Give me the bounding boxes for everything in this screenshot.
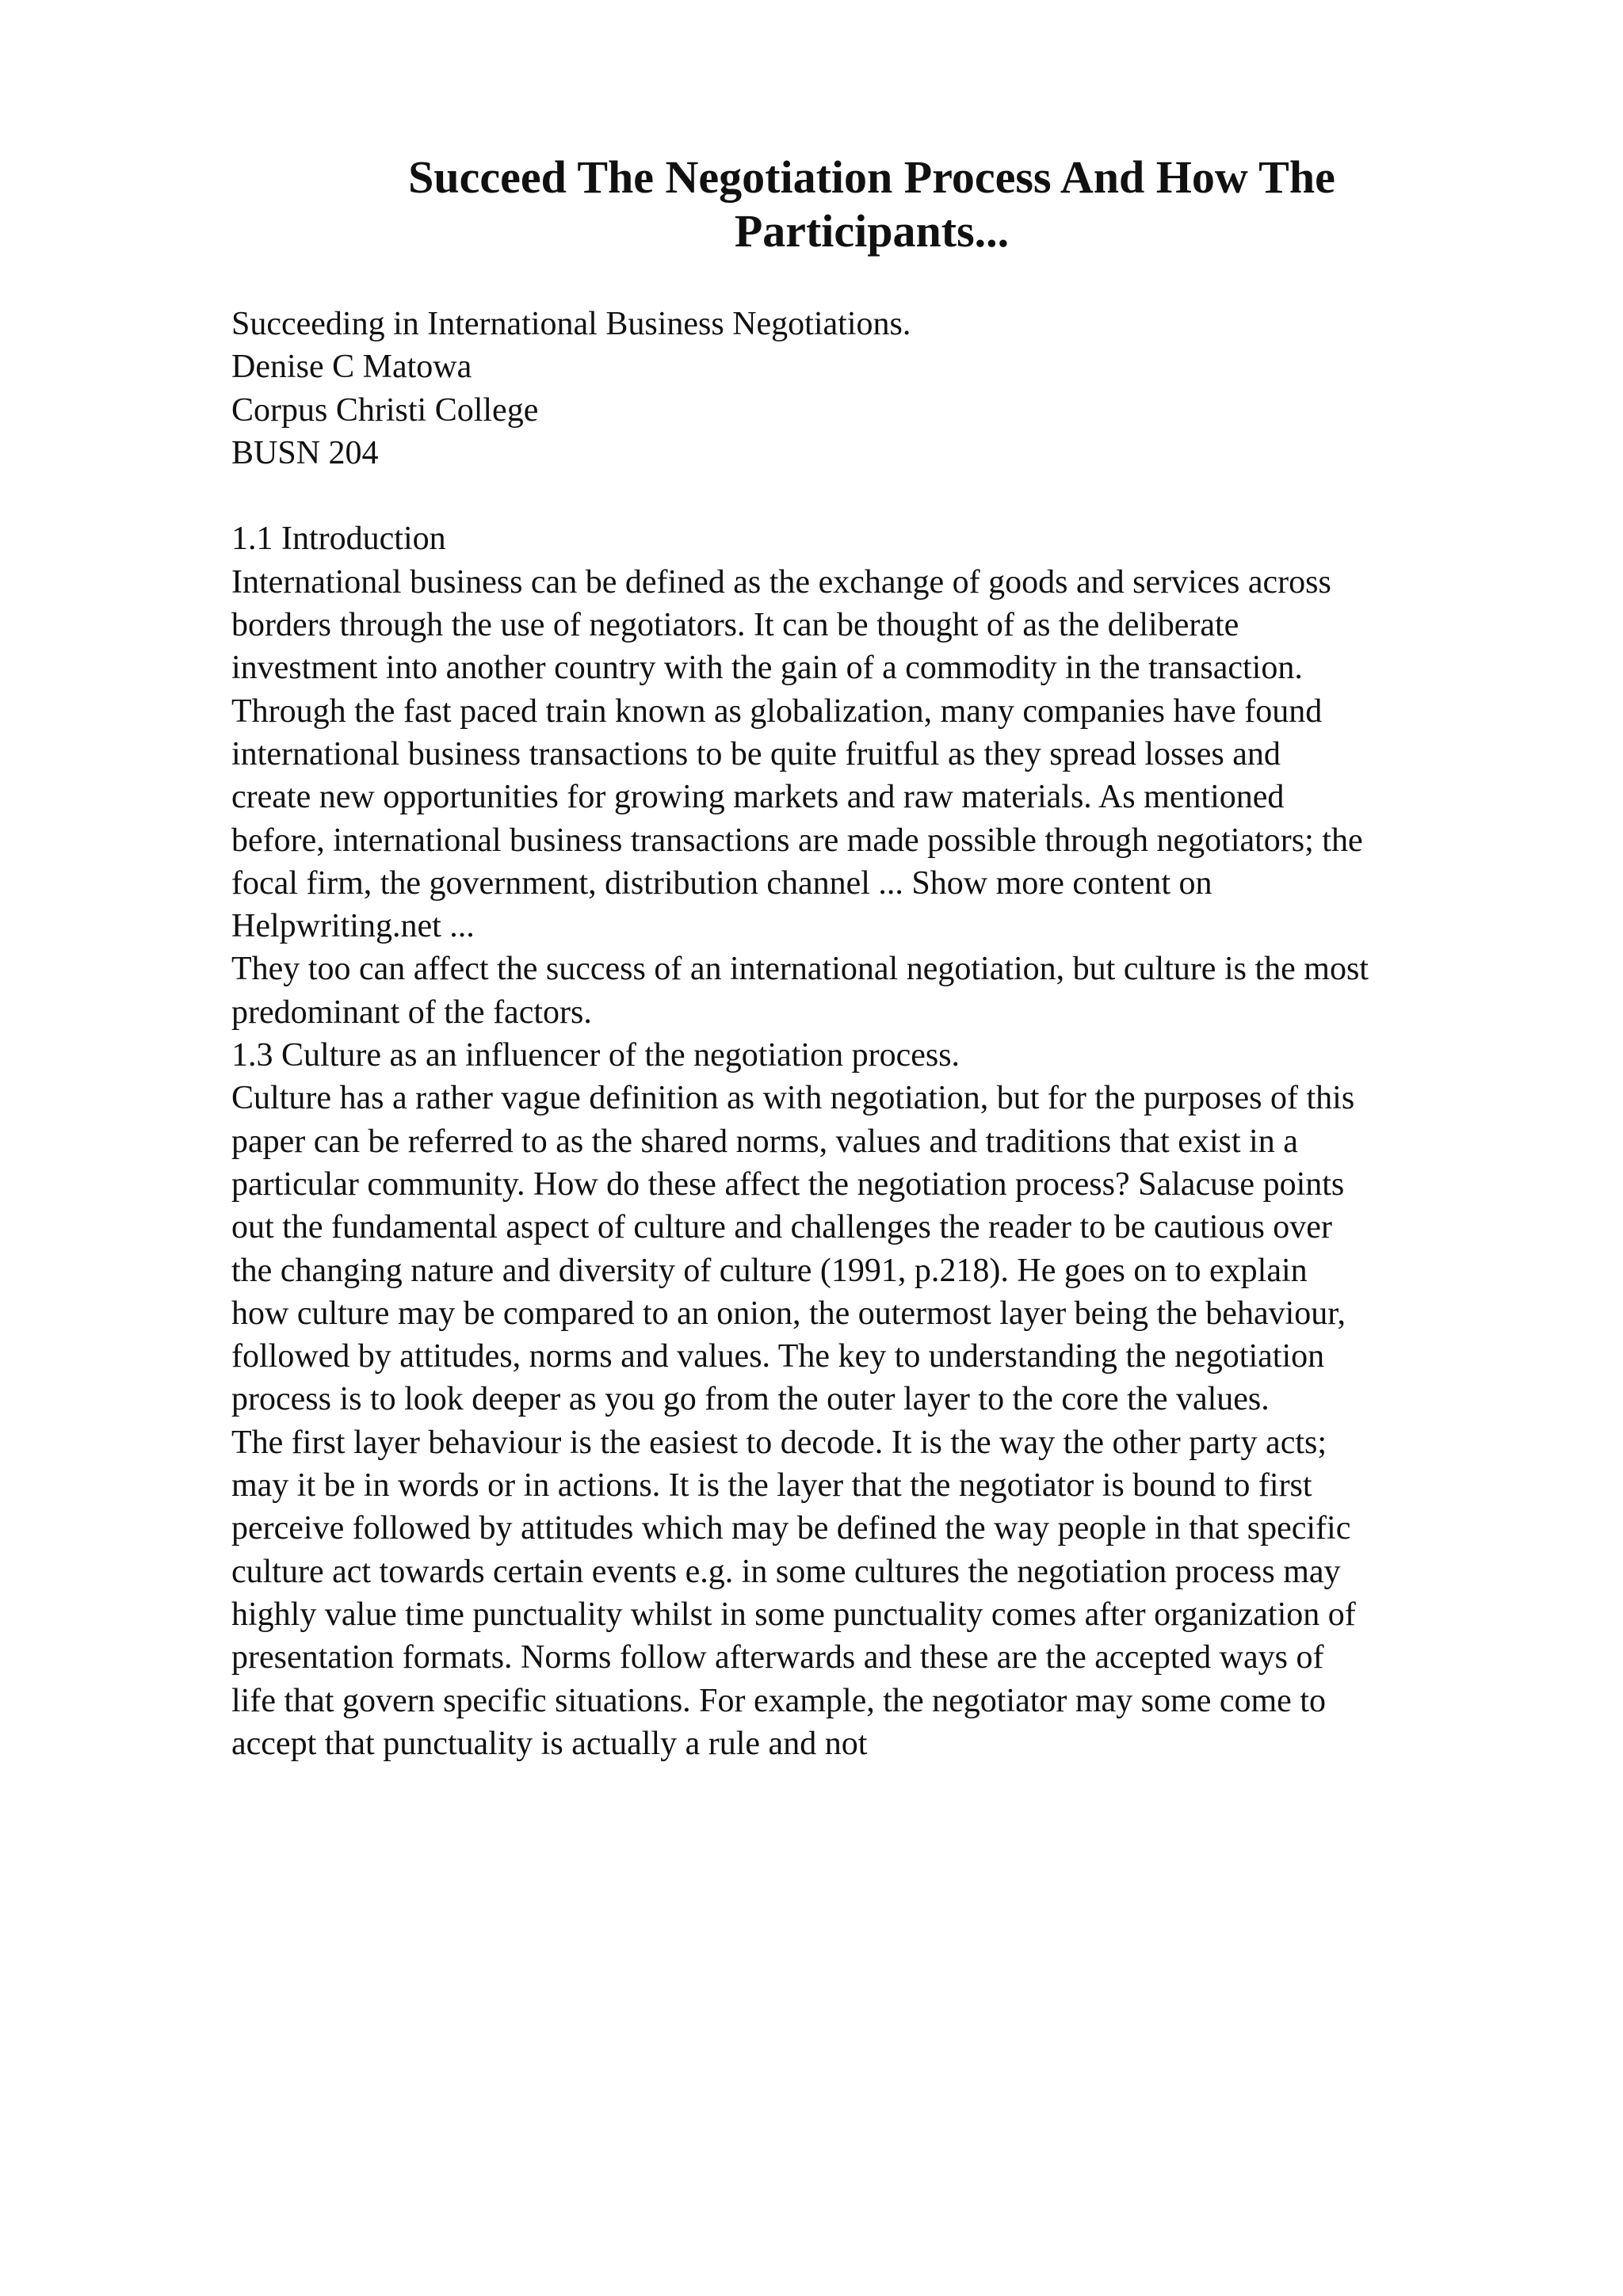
body-line: presentation formats. Norms follow afterwards and these are the accepted ways of [231,1639,1324,1676]
title-line: Participants... [734,205,1010,257]
body-line: Helpwriting.net ... [231,908,475,945]
document-header-block [231,303,1539,475]
body-line: out the fundamental aspect of culture and challenges the reader to be cautious over [231,1209,1332,1246]
body-line: Through the fast paced train known as globalization, many companies have found [231,692,1323,730]
body-line: The first layer behaviour is the easiest to decode. It is the way the other party acts; [231,1424,1327,1461]
body-line: focal firm, the government, distribution channel ... Show more content on [231,864,1212,902]
body-line: international business transactions to be quite fruitful as they spread losses and [231,735,1281,772]
body-line: They too can affect the success of an international negotiation, but culture is the most [231,951,1369,988]
body-line: create new opportunities for growing markets and raw materials. As mentioned [231,779,1285,816]
body-line: 1.1 Introduction [231,521,446,558]
body-line: highly value time punctuality whilst in some punctuality comes after organization of [231,1596,1356,1633]
body-line: followed by attitudes, norms and values. The key to understanding the negotiation [231,1338,1325,1375]
body-line: paper can be referred to as the shared norms, values and traditions that exist in a [231,1123,1298,1160]
body-line: process is to look deeper as you go from the outer layer to the core the values. [231,1381,1270,1418]
header-line: Corpus Christi College [231,391,539,429]
body-line: how culture may be compared to an onion, the outermost layer being the behaviour, [231,1295,1346,1332]
body-line: culture act towards certain events e.g. in some cultures the negotiation process may [231,1553,1341,1590]
header-line: BUSN 204 [231,434,379,471]
title-line: Succeed The Negotiation Process And How The [408,151,1335,203]
body-line: predominant of the factors. [231,994,592,1031]
body-line: particular community. How do these affect the negotiation process? Salacuse points [231,1165,1345,1203]
header-line: Denise C Matowa [231,349,472,386]
document-body [231,303,1539,1765]
body-line: Culture has a rather vague definition as with negotiation, but for the purposes of this [231,1080,1355,1117]
body-line: 1.3 Culture as an influencer of the negotiation process. [231,1037,960,1074]
body-line: accept that punctuality is actually a rule and not [231,1725,868,1762]
body-line: may it be in words or in actions. It is the layer that the negotiator is bound to first [231,1467,1312,1505]
body-line: borders through the use of negotiators. It can be thought of as the deliberate [231,607,1239,644]
body-line: perceive followed by attitudes which may be defined the way people in that specific [231,1510,1351,1547]
body-line: before, international business transactions are made possible through negotiators; the [231,822,1363,859]
header-line: Succeeding in International Business Negotiations. [231,306,911,342]
body-line: the changing nature and diversity of culture (1991, p.218). He goes on to explain [231,1252,1308,1289]
body-line: life that govern specific situations. For example, the negotiator may some come to [231,1682,1326,1719]
document-main-text [231,517,1539,1765]
body-line: investment into another country with the gain of a commodity in the transaction. [231,650,1303,687]
body-line: International business can be defined as the exchange of goods and services across [231,563,1331,601]
paragraph-gap [231,475,1539,517]
document-title [230,151,1514,258]
